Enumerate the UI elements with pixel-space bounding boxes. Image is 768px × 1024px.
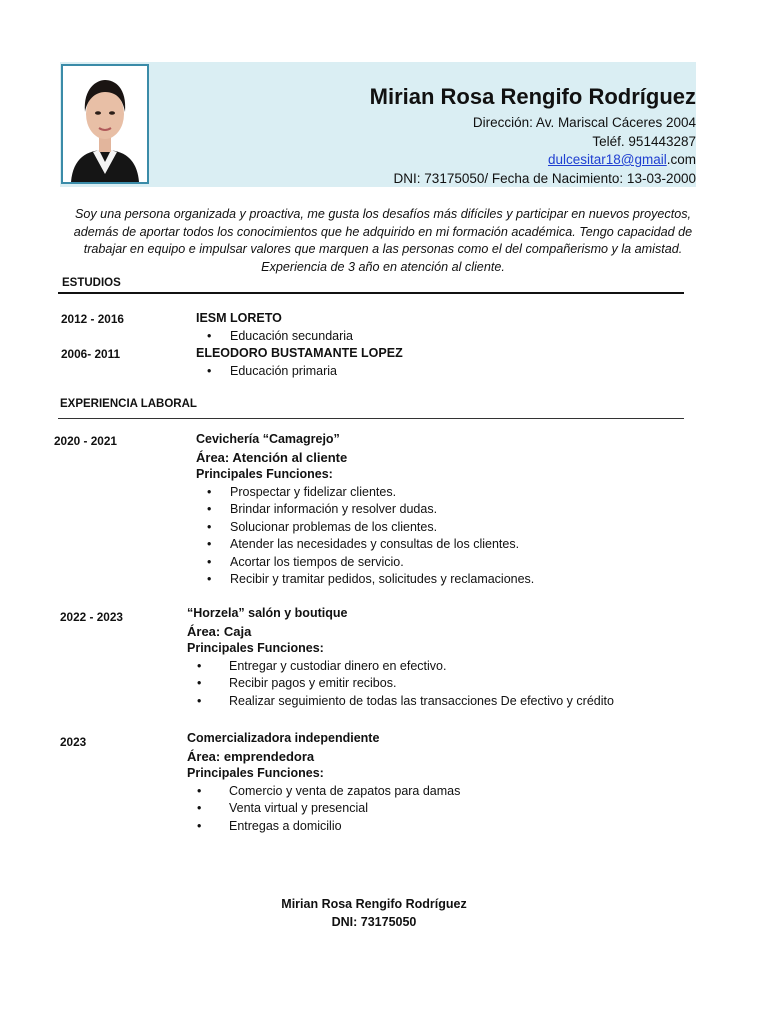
list-item: • Educación primaria: [196, 363, 403, 381]
section-divider: [58, 418, 684, 419]
school-name: IESM LORETO: [196, 311, 282, 325]
job-area: Área: Caja: [187, 623, 252, 639]
job-entry: [187, 605, 614, 710]
bullet-icon: •: [207, 328, 212, 343]
list-item: • Comercio y venta de zapatos para damas: [187, 783, 460, 801]
job-company: Comercializadora independiente: [187, 731, 380, 745]
person-portrait-icon: [63, 66, 147, 182]
summary-line: además de aportar todos los conocimientos que he adquirido en mi formación académica. Tengo capacidad de: [73, 224, 693, 239]
header-phone: Teléf. 951443287: [592, 134, 696, 149]
bullet-icon: •: [197, 783, 202, 798]
summary-line: Experiencia de 3 año en atención al cliente.: [261, 259, 505, 274]
header-email: [548, 152, 696, 167]
education-years: 2012 - 2016: [61, 312, 124, 326]
job-years: 2023: [60, 735, 87, 749]
header-name: Mirian Rosa Rengifo Rodríguez: [369, 84, 696, 109]
job-functions-title: Principales Funciones:: [187, 641, 324, 655]
list-item: • Educación secundaria: [196, 328, 353, 346]
bullet-icon: •: [207, 519, 212, 534]
list-item: • Recibir pagos y emitir recibos.: [187, 675, 614, 693]
section-title-estudios: ESTUDIOS: [62, 277, 121, 289]
bullet-icon: •: [207, 502, 212, 516]
bullet-icon: •: [197, 658, 202, 673]
signature-block: [0, 895, 748, 931]
profile-summary: [70, 206, 696, 276]
education-years: 2006- 2011: [61, 347, 121, 361]
job-functions-title: Principales Funciones:: [187, 766, 324, 780]
job-functions-title: Principales Funciones:: [196, 467, 333, 481]
list-item: • Atender las necesidades y consultas de los clientes.: [196, 536, 534, 554]
bullet-icon: •: [197, 693, 202, 708]
bullet-icon: •: [197, 676, 202, 690]
job-company: Cevichería “Camagrejo”: [196, 432, 340, 446]
header-dni-birth: DNI: 73175050/ Fecha de Nacimiento: 13-03-2000: [393, 171, 696, 186]
education-entry: [196, 310, 353, 345]
job-area: Área: Atención al cliente: [196, 449, 348, 465]
signature-dni: DNI: 73175050: [331, 915, 417, 929]
job-company: “Horzela” salón y boutique: [187, 606, 348, 620]
signature-name: Mirian Rosa Rengifo Rodríguez: [281, 897, 467, 911]
list-item: • Recibir y tramitar pedidos, solicitudes y reclamaciones.: [196, 571, 534, 589]
email-suffix: .com: [666, 152, 696, 167]
list-item: • Brindar información y resolver dudas.: [196, 501, 534, 519]
section-title-experiencia: EXPERIENCIA LABORAL: [60, 398, 197, 410]
school-name: ELEODORO BUSTAMANTE LOPEZ: [196, 346, 403, 360]
list-item: • Entregas a domicilio: [187, 818, 460, 836]
list-item: • Prospectar y fidelizar clientes.: [196, 484, 534, 502]
bullet-icon: •: [197, 818, 202, 833]
summary-line: trabajar en equipo e impulsar valores que marquen a las personas como el del compañerismo y la amistad.: [83, 242, 683, 256]
job-years: 2022 - 2023: [60, 610, 123, 624]
list-item: • Entregar y custodiar dinero en efectivo.: [187, 658, 614, 676]
bullet-icon: •: [207, 484, 212, 499]
profile-photo: [61, 64, 149, 184]
header-address: Dirección: Av. Mariscal Cáceres 2004: [472, 115, 696, 130]
bullet-icon: •: [207, 363, 212, 378]
job-entry: [196, 431, 534, 589]
list-item: • Solucionar problemas de los clientes.: [196, 519, 534, 537]
bullet-icon: •: [207, 537, 212, 551]
list-item: • Acortar los tiempos de servicio.: [196, 554, 534, 572]
email-link[interactable]: dulcesitar18@gmail: [547, 152, 667, 167]
job-entry: [187, 730, 460, 835]
summary-line: Soy una persona organizada y proactiva, me gusta los desafíos más difíciles y participar en nuevos proyectos,: [74, 207, 692, 221]
section-divider: [58, 292, 684, 294]
education-entry: [196, 345, 403, 380]
job-area: Área: emprendedora: [187, 748, 315, 764]
job-years: 2020 - 2021: [54, 434, 117, 448]
bullet-icon: •: [207, 554, 212, 569]
bullet-icon: •: [197, 801, 202, 815]
list-item: • Venta virtual y presencial: [187, 800, 460, 818]
bullet-icon: •: [207, 572, 212, 586]
list-item: • Realizar seguimiento de todas las transacciones De efectivo y crédito: [187, 693, 614, 711]
